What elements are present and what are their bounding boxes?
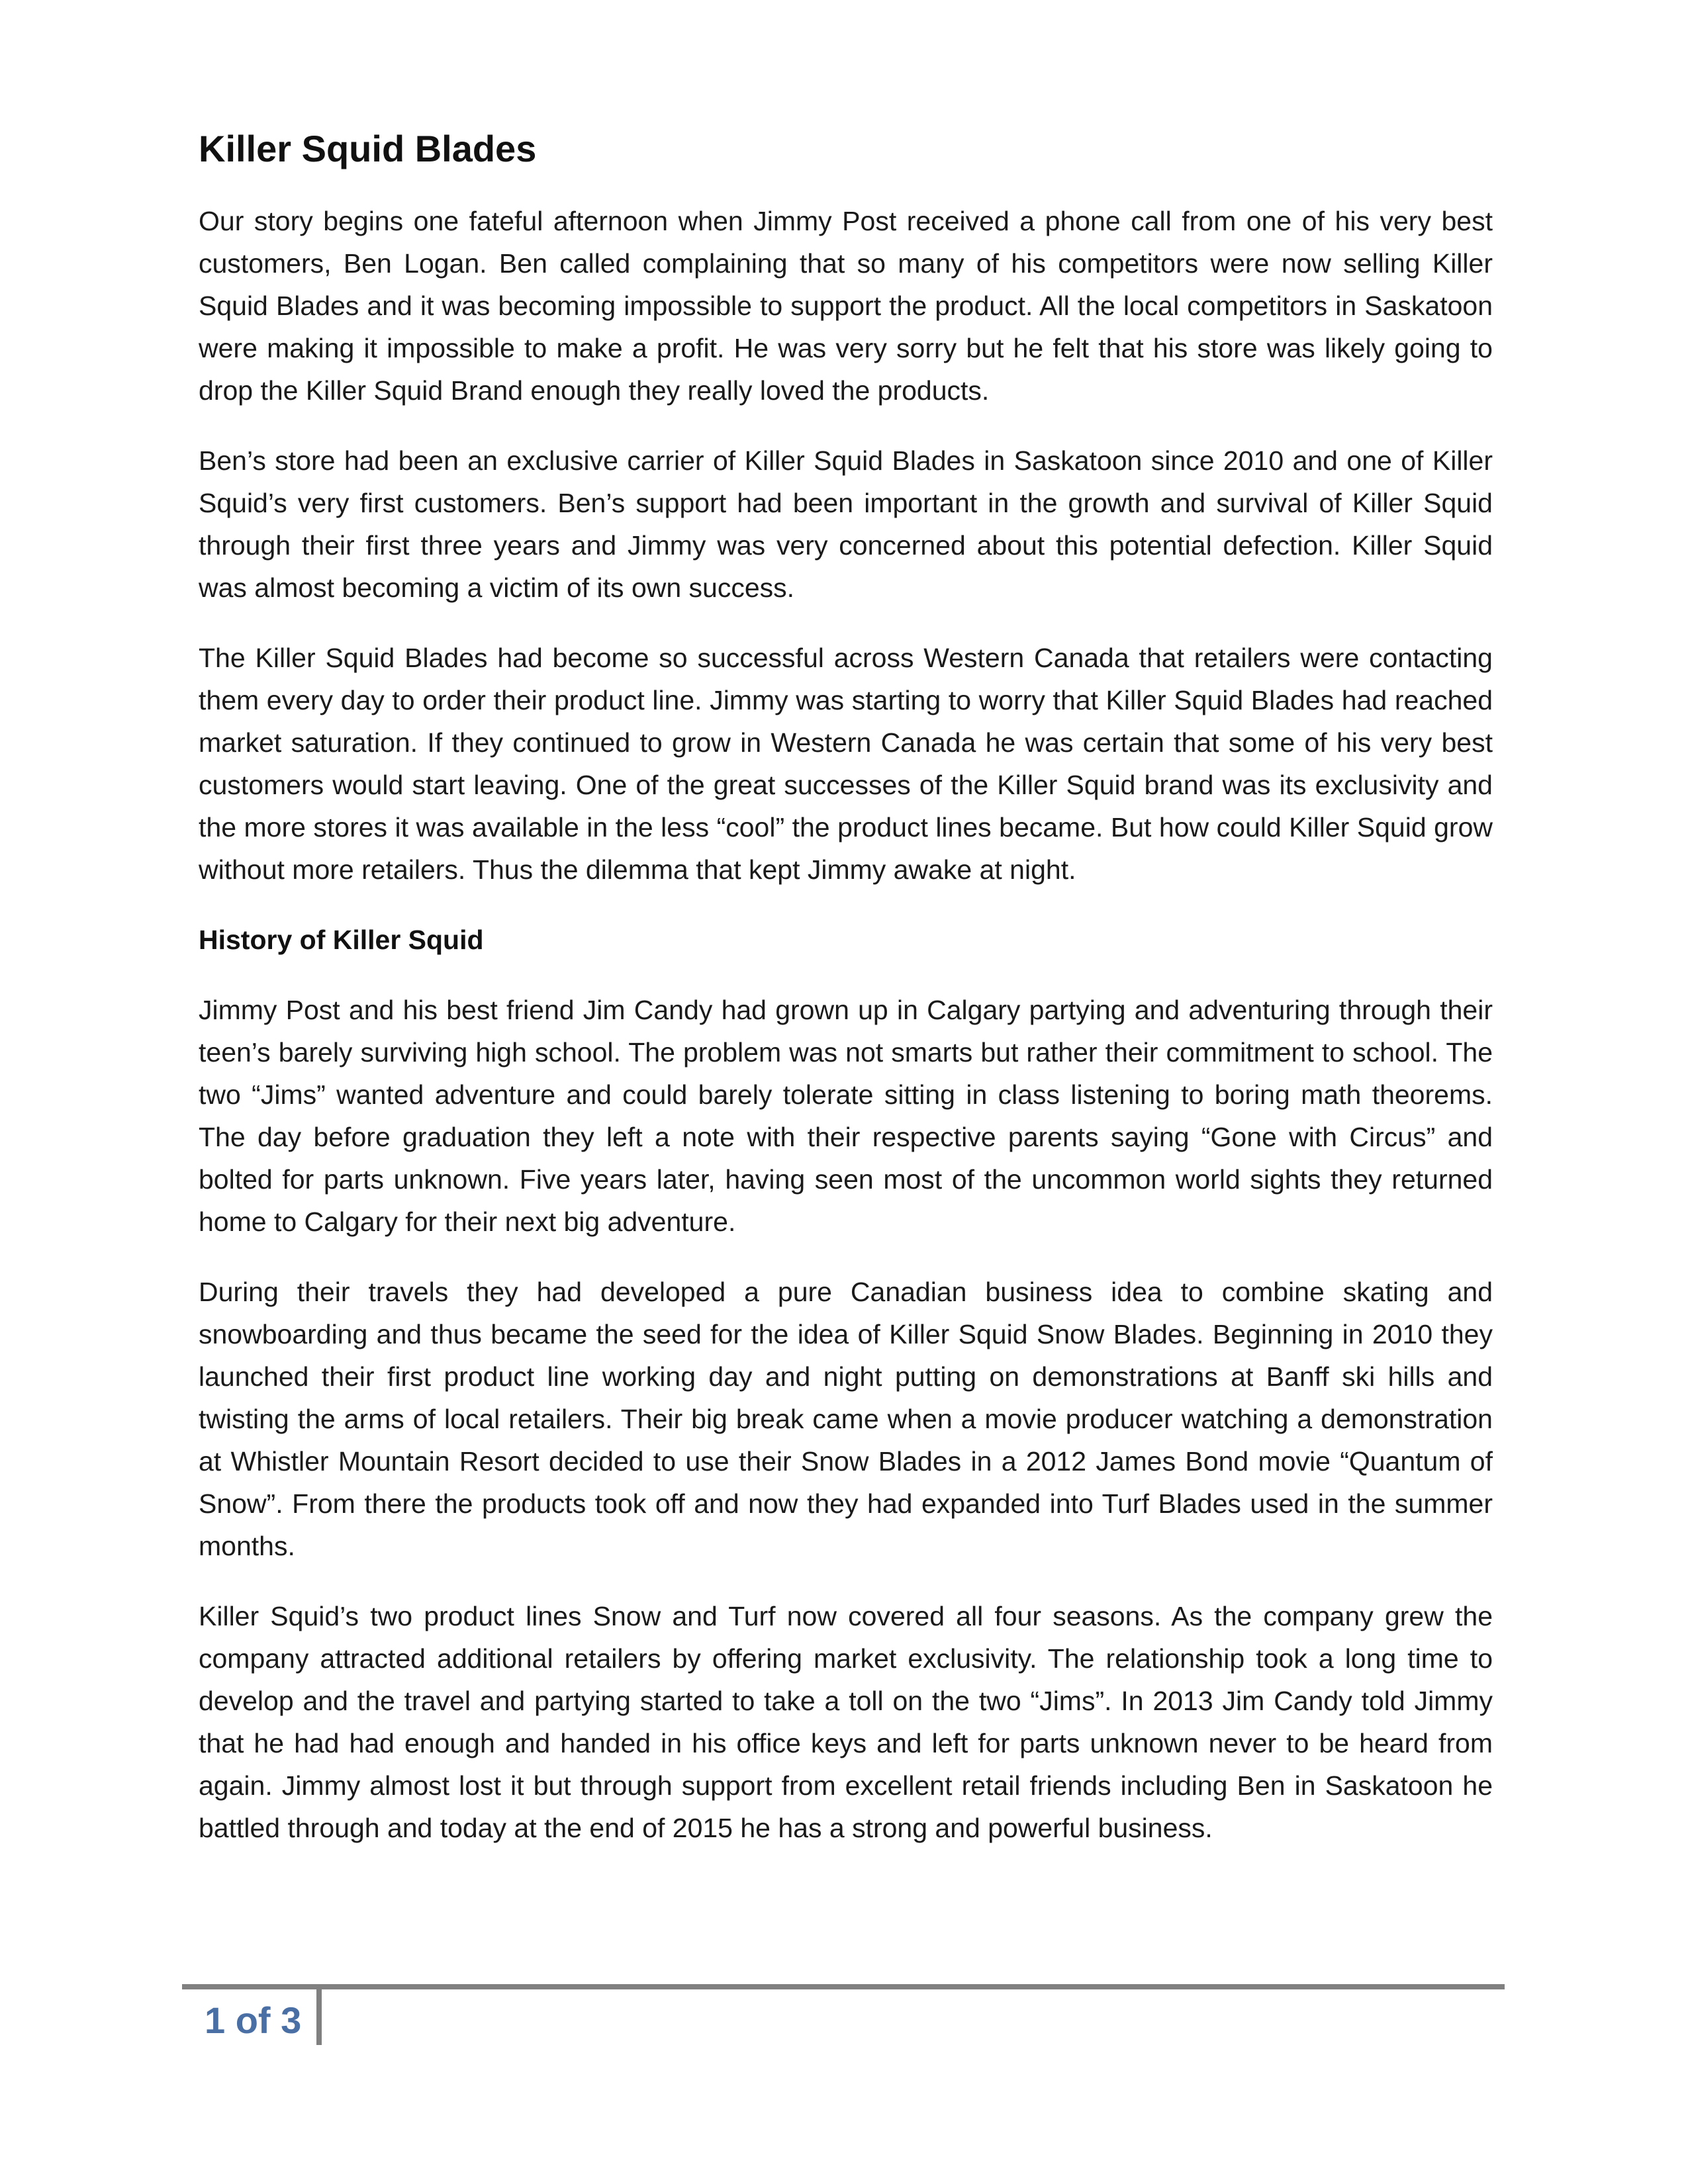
paragraph-history-2: During their travels they had developed a pure Canadian business idea to combine skating and snowboarding and thus became the seed for the idea of Killer Squid Snow Blades. Beginning in 2010 they launched their first product line working day and night putting on demonstrations at Banff ski hills and twisting the arms of local retailers. Their big break came when a movie producer watching a demonstration at Whistler Mountain Resort decided to use their Snow Blades in a 2012 James Bond movie “Quantum of Snow”. From there the products took off and now they had expanded into Turf Blades used in the summer months. — [199, 1277, 1493, 1561]
footer-divider — [316, 1984, 322, 2045]
paragraph-history-3: Killer Squid’s two product lines Snow and Turf now covered all four seasons. As the company grew the company attracted additional retailers by offering market exclusivity. The relationship took a long time to develop and the travel and partying started to take a toll on the two “Jims”. In 2013 Jim Candy told Jimmy that he had had enough and handed in his office keys and left for parts unknown never to be heard from again. Jimmy almost lost it but through support from excellent retail friends including Ben in Saskatoon he battled through and today at the end of 2015 he has a strong and powerful business. — [199, 1601, 1493, 1843]
section-heading-history: History of Killer Squid — [199, 925, 484, 955]
document-title: Killer Squid Blades — [199, 128, 537, 169]
paragraph-intro-3: The Killer Squid Blades had become so successful across Western Canada that retailers were contacting them every day to order their product line. Jimmy was starting to worry that Killer Squid Blades had reached market saturation. If they continued to grow in Western Canada he was certain that some of his very best customers would start leaving. One of the great successes of the Killer Squid brand was its exclusivity and the more stores it was available in the less “cool” the product lines became. But how could Killer Squid grow without more retailers. Thus the dilemma that kept Jimmy awake at night. — [199, 643, 1493, 885]
document-body — [199, 126, 1493, 1877]
page-footer — [182, 1984, 1505, 2050]
paragraph-intro-1: Our story begins one fateful afternoon when Jimmy Post received a phone call from one of his very best customers, Ben Logan. Ben called complaining that so many of his competitors were now selling Killer Squid Blades and it was becoming impossible to support the product. All the local competitors in Saskatoon were making it impossible to make a profit. He was very sorry but he felt that his store was likely going to drop the Killer Squid Brand enough they really loved the products. — [199, 206, 1493, 406]
footer-rule — [182, 1984, 1505, 1989]
paragraph-history-1: Jimmy Post and his best friend Jim Candy had grown up in Calgary partying and adventuring through their teen’s barely surviving high school. The problem was not smarts but rather their commitment to school. The two “Jims” wanted adventure and could barely tolerate sitting in class listening to boring math theorems. The day before graduation they left a note with their respective parents saying “Gone with Circus” and bolted for parts unknown. Five years later, having seen most of the uncommon world sights they returned home to Calgary for their next big adventure. — [199, 995, 1493, 1237]
page-number: 1 of 3 — [205, 1999, 302, 2041]
paragraph-intro-2: Ben’s store had been an exclusive carrier of Killer Squid Blades in Saskatoon since 2010 and one of Killer Squid’s very first customers. Ben’s support had been important in the growth and survival of Killer Squid through their first three years and Jimmy was very concerned about this potential defection. Killer Squid was almost becoming a victim of its own success. — [199, 445, 1493, 603]
